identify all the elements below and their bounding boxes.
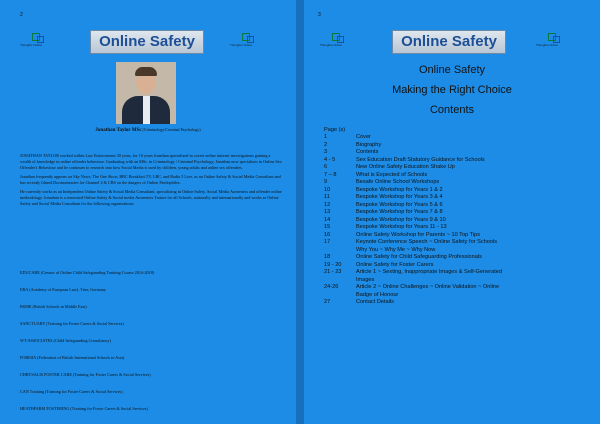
- toc-page: 21 - 23: [324, 269, 342, 275]
- toc-page: 2: [324, 141, 328, 148]
- toc-page: 13: [324, 209, 331, 215]
- toc-page: 9: [324, 179, 328, 185]
- banner-title: Online Safety: [401, 33, 497, 50]
- toc-title: Bespoke Workshop for Years 1 & 2: [356, 186, 443, 193]
- toc-title: Bespoke Workshop for Years 5 & 6: [356, 201, 443, 208]
- biography: [20, 153, 282, 210]
- toc-title: Why You ~ Why Me ~ Why Now: [356, 246, 436, 253]
- toc-entry: [324, 269, 592, 277]
- organisation-item: EDUCARE (Creator of Online Child Safeguarding Training Course 2014-2018): [20, 270, 155, 275]
- toc-page: 24-26: [324, 284, 339, 290]
- page-gutter: [296, 0, 304, 424]
- organisation-item: SANCTUARY (Training for Foster Carers & Social Services): [20, 321, 124, 326]
- toc-title: Online Safety for Foster Carers: [356, 261, 434, 268]
- toc-title: Article 2 ~ Online Challenges ~ Online Validation ~ Online: [356, 284, 500, 290]
- toc-title: Contents: [356, 149, 379, 155]
- page-number: 3: [318, 12, 321, 18]
- toc-page: 1: [324, 134, 328, 140]
- toc-entry: [324, 179, 592, 187]
- caption-role: (Criminology/Criminal Psychology): [142, 127, 201, 132]
- doc-title: Online Safety: [418, 64, 486, 76]
- toc-page: 10: [324, 186, 331, 193]
- organisation-item: FOBISIA (Federation of British International Schools in Asia): [20, 355, 125, 360]
- toc-page: 17: [324, 239, 331, 245]
- toc-title: New Online Safety Education Shake Up: [356, 164, 455, 170]
- bio-paragraph: Jonathan frequently appears on Sky News, The One Show, BBC Breakfast TV, LBC, and Radio 5 Live, as an Online Safety & Social Media Consultant and has recently filmed Documentaries for Channel 4 & CBS on the dangers of Online Paedophiles.: [20, 174, 281, 185]
- toc-title: Cover: [356, 134, 371, 140]
- toc-title: Bespoke Workshop for Years 11 - 13: [356, 224, 447, 230]
- bio-paragraph: He currently works as an Independent Online Safety & Social Media Consultant, specializing in Online Safety, Social Media Awareness and offender online methodology. Jonathan is a renowned Online Safety & Social media Awareness Trainer for all Schools, nationally and internationally and works as Online Safety and Social Media Consultant for the following organizations:: [20, 189, 282, 206]
- toc-page: [324, 292, 356, 300]
- toc-title: Bespoke Workshop for Years 7 & 8: [356, 209, 443, 215]
- logo-right-text: Thoughts Online: [230, 43, 253, 47]
- toc-title: What is Expected of Schools: [356, 171, 428, 178]
- logo-left-text: Thoughts Online: [320, 43, 343, 47]
- organisation-item: ERA (Academy of European Law), Trier, Germany: [20, 287, 106, 292]
- contents-heading: Contents: [429, 104, 475, 116]
- toc-entry: [324, 209, 592, 217]
- toc-entry: [324, 232, 592, 240]
- toc-page: 6: [324, 164, 328, 170]
- toc-page: 15: [324, 224, 331, 230]
- logo-left: [20, 32, 54, 50]
- logo-right-text: Thoughts Online: [536, 43, 559, 47]
- toc-entry: [324, 134, 592, 142]
- doc-subtitle: Making the Right Choice: [392, 84, 512, 96]
- toc-entry: [324, 284, 592, 292]
- organisation-item: HEATHFARM FOSTERING (Training for Foster Carers & Social Services): [20, 406, 148, 411]
- organisation-item: BSME (British Schools in Middle East): [20, 304, 87, 309]
- banner-title: Online Safety: [99, 33, 195, 50]
- left-page: [0, 0, 296, 424]
- toc-entry: [324, 194, 592, 202]
- toc-entry: [324, 224, 592, 232]
- toc-page: 18: [324, 254, 331, 260]
- toc-entry: [324, 292, 592, 300]
- toc-title: Article 1 ~ Sexting, Inappropriate Images & Self-Generated: [356, 269, 502, 275]
- toc-entry: [324, 239, 592, 247]
- toc-page: 27: [324, 299, 331, 305]
- toc-title: Besafe Online School Workshops: [356, 179, 440, 185]
- bio-paragraph: JONATHAN TAYLOR worked within Law Enforcement 30 years, for 10 years Jonathan specialized in covert online internet investigations gaining a wealth of knowledge in online offender behaviour. Graduating with an MSc. in Criminology / Criminal Psychology, Jonathan now specializes in Online Sex Offender's Behaviour and he continues to research into how Social Media is used by children, young adults and online sex offenders.: [20, 153, 282, 170]
- toc-entry: [324, 149, 592, 157]
- toc-page: 7 – 8: [324, 171, 337, 178]
- toc-entry: [324, 187, 592, 195]
- toc-title: Biography: [356, 141, 382, 148]
- organisation-item: CAN Training (Training for Foster Carers & Social Services): [20, 389, 123, 394]
- toc-title: Online Safety for Child Safeguarding Professionals: [356, 254, 482, 260]
- caption-name: Jonathan Taylor MSc: [95, 128, 142, 133]
- toc-entry: [324, 247, 592, 255]
- toc-page: 4 - 5: [324, 156, 336, 163]
- banner: [90, 30, 204, 54]
- organisation-item: CHRYSALIS FOSTER CARE (Training for Foster Carers & Social Services): [20, 372, 151, 377]
- toc-page: 11: [324, 194, 330, 200]
- logo-right: [536, 32, 570, 50]
- toc-page: [324, 277, 356, 285]
- toc-page: 19 - 20: [324, 261, 342, 268]
- toc-entry: [324, 299, 592, 307]
- toc-title: Online Safety Workshop for Parents ~ 10 Top Tips: [356, 231, 481, 238]
- toc-entry: [324, 254, 592, 262]
- table-of-contents: [324, 126, 592, 307]
- toc-page: [324, 247, 356, 255]
- logo-right: [230, 32, 264, 50]
- toc-entry: [324, 172, 592, 180]
- toc-entry: [324, 202, 592, 210]
- toc-entry: [324, 142, 592, 150]
- toc-title: Sex Education Draft Statutory Guidance for Schools: [356, 156, 485, 163]
- toc-title: Badge of Honour: [356, 291, 399, 298]
- toc-page: 3: [324, 149, 328, 155]
- toc-page: 12: [324, 201, 331, 208]
- toc-title: Bespoke Workshop for Years 9 & 10: [356, 216, 446, 223]
- toc-page-header: Page (s): [324, 127, 346, 133]
- toc-rows: [324, 134, 592, 307]
- toc-entry: [324, 164, 592, 172]
- toc-title: Contact Details: [356, 299, 394, 305]
- toc-page: 14: [324, 216, 331, 223]
- banner: [392, 30, 506, 54]
- organisation-list: [20, 270, 282, 423]
- toc-title: Bespoke Workshop for Years 3 & 4: [356, 194, 443, 200]
- page-number: 2: [20, 12, 23, 18]
- toc-entry: [324, 277, 592, 285]
- toc-title: Images: [356, 276, 375, 283]
- photo-caption: [0, 127, 296, 133]
- right-page: [304, 0, 600, 424]
- toc-entry: [324, 157, 592, 165]
- toc-entry: [324, 217, 592, 225]
- toc-title: Keynote Conference Speech ~ Online Safety for Schools: [356, 239, 498, 245]
- portrait-photo: [116, 62, 176, 124]
- toc-page: 16: [324, 231, 331, 238]
- logo-left: [320, 32, 354, 50]
- toc-entry: [324, 262, 592, 270]
- logo-left-text: Thoughts Online: [20, 43, 43, 47]
- organisation-item: WT-ASSOCIATES (Child Safeguarding Consultancy): [20, 338, 111, 343]
